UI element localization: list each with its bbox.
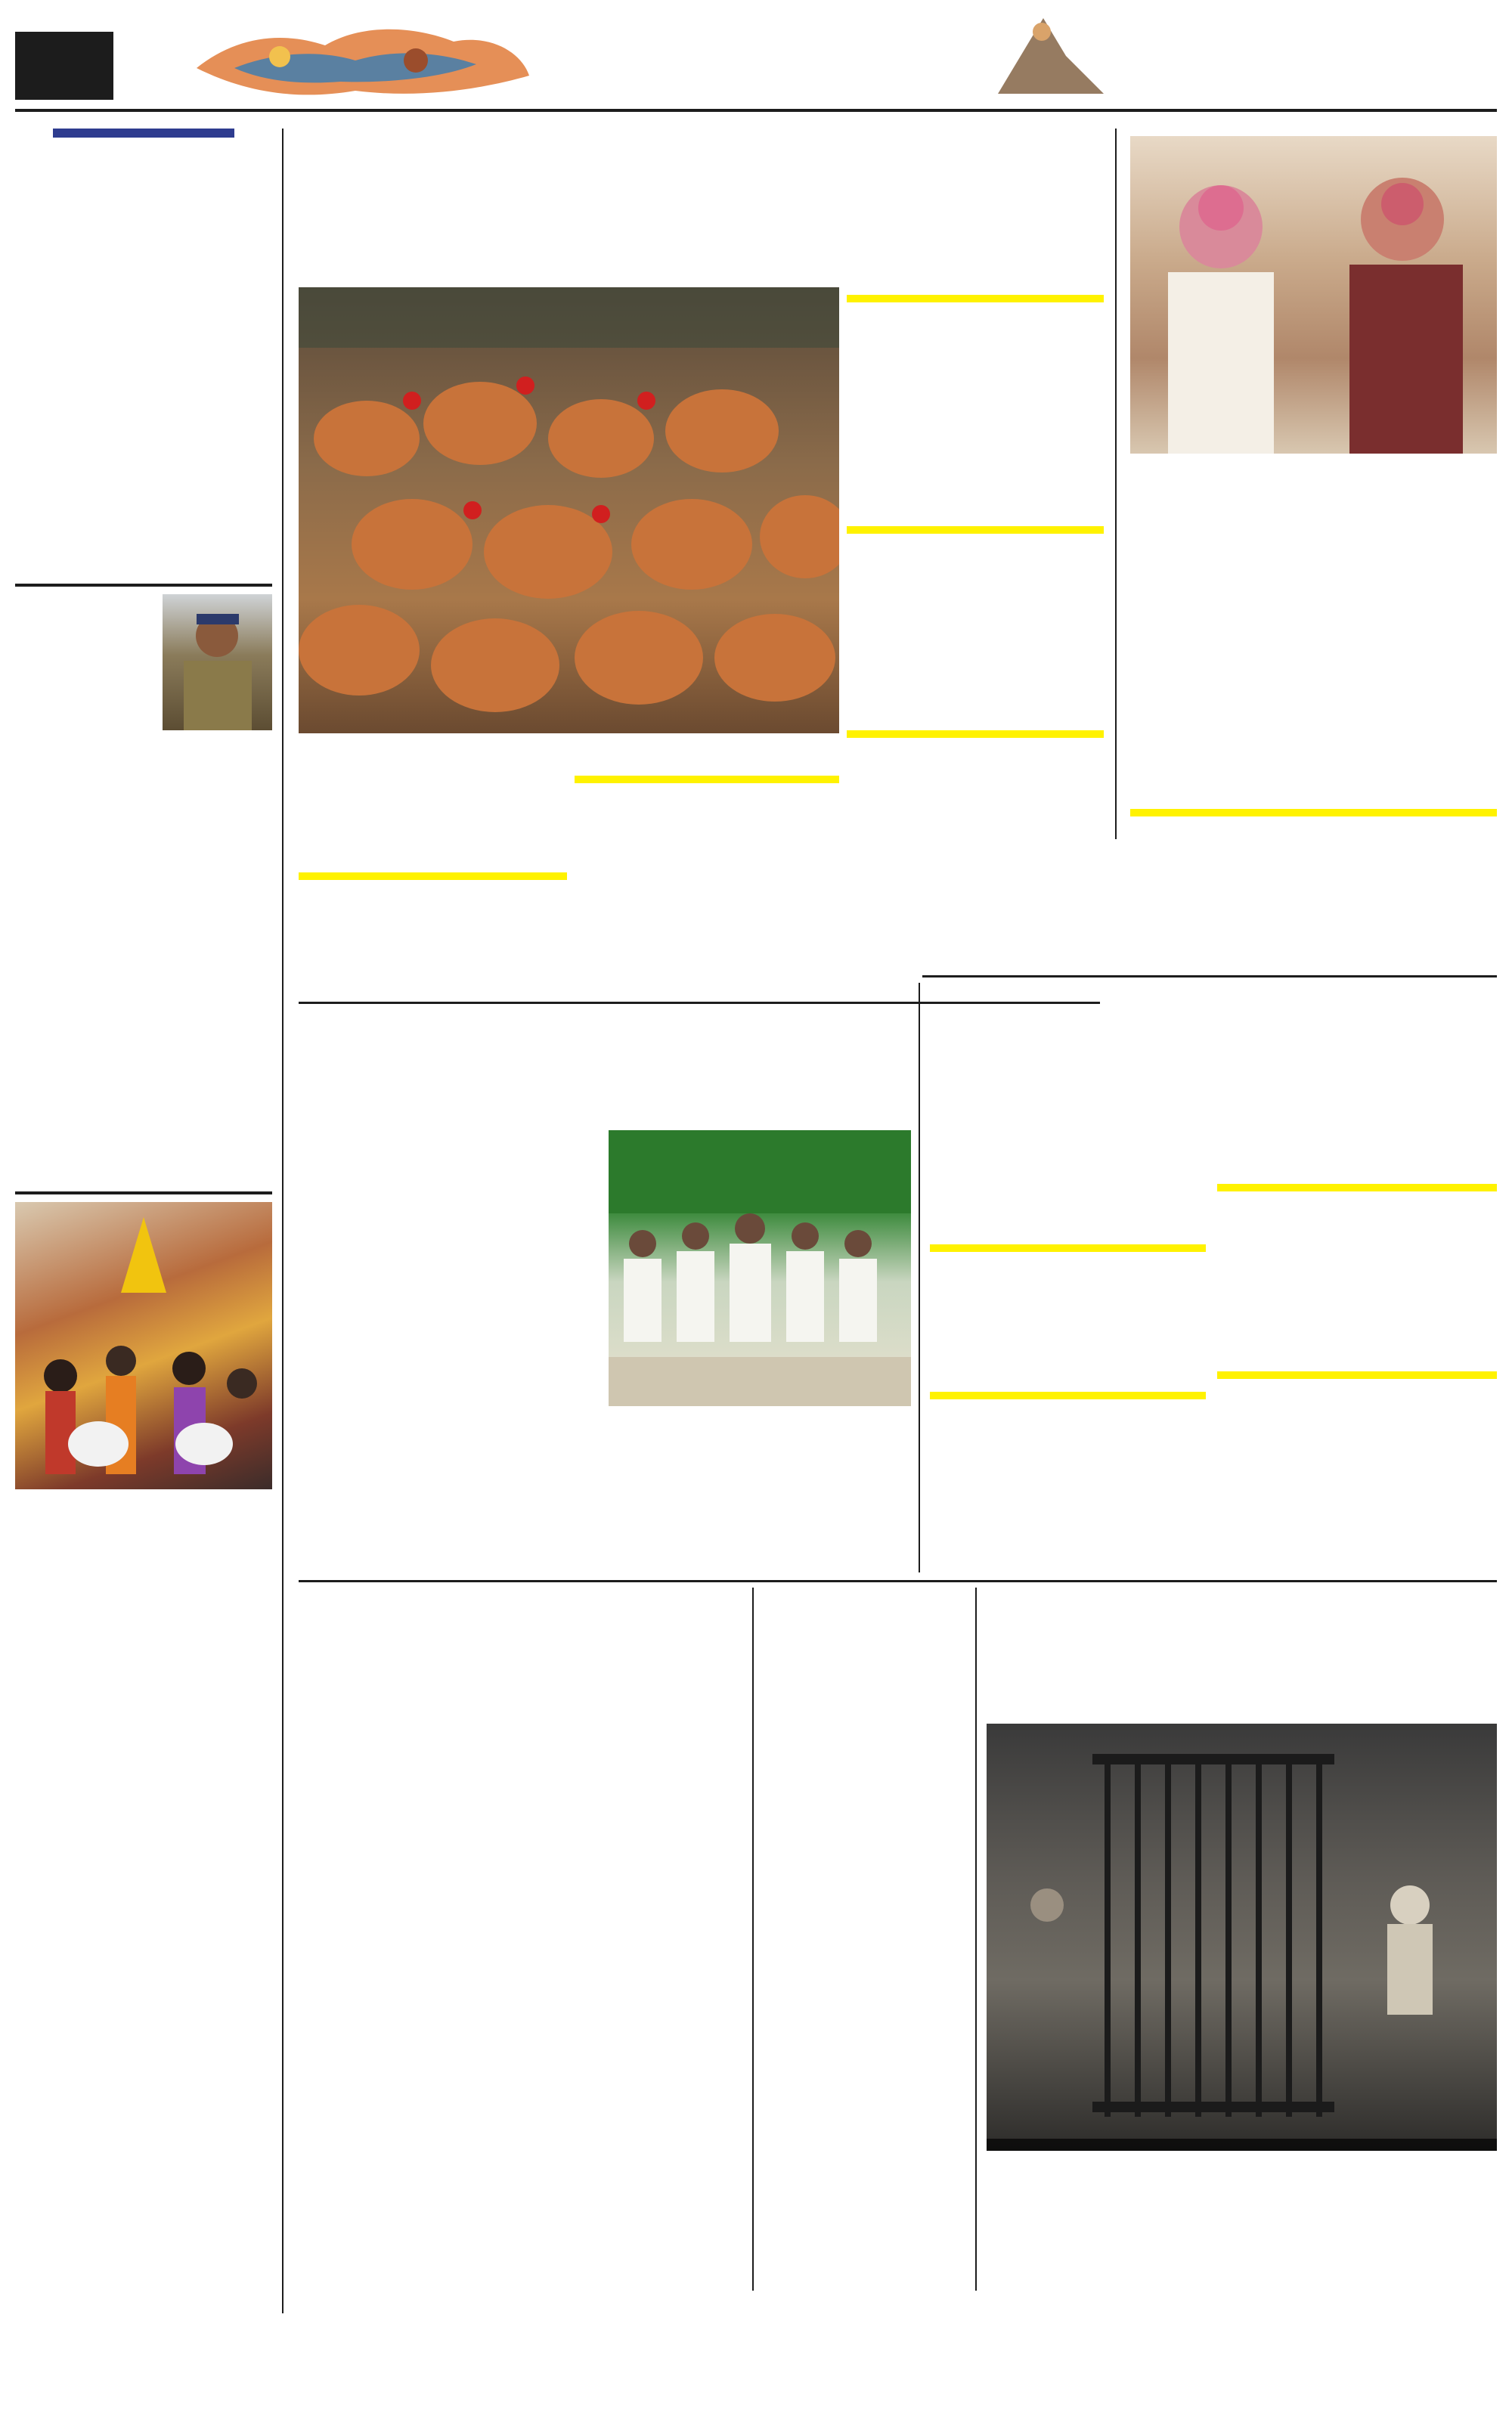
tejashwi-col1 [299, 1130, 601, 1576]
rape-col1b [299, 2026, 518, 2283]
congress-sub2 [930, 1387, 1206, 1404]
lead-sub-phone [299, 868, 567, 885]
congress-col1c [930, 1425, 1206, 1486]
lead-col3c [847, 765, 1104, 998]
rape-col2b [525, 2071, 745, 2283]
officer-photo [163, 594, 272, 730]
left-brief-column [15, 129, 272, 2396]
lead-sub-alert [847, 522, 1104, 538]
lead-headline [299, 135, 1100, 286]
section-title [665, 23, 832, 91]
rape-col1 [299, 1739, 518, 2026]
lead-col3b [847, 563, 1104, 726]
rape-headline [299, 1588, 745, 1731]
chain-headline [987, 1591, 1497, 1720]
congress-sub3 [1217, 1179, 1497, 1196]
congress-sub1 [930, 1240, 1206, 1256]
brief-thana-body1 [15, 594, 155, 738]
header-map-art [189, 15, 537, 103]
mokama-headline [1130, 463, 1497, 553]
congress-col2b [1217, 1219, 1497, 1370]
tejashwi-dharna-photo [609, 1130, 911, 1406]
paper-name [1270, 27, 1504, 65]
chickens-photo [299, 287, 839, 733]
brief-thana-body2 [15, 738, 272, 1184]
congress-headline [930, 984, 1497, 1090]
lead-sub-samples [575, 771, 839, 788]
header-right-art [953, 11, 1134, 106]
page-number [15, 32, 113, 100]
lead-sub-bhopal [847, 290, 1104, 307]
lead-col2b [575, 809, 839, 998]
issue-date [1225, 70, 1504, 94]
lead-sub-safety [847, 726, 1104, 742]
brief-tag [53, 129, 234, 138]
jail-headline [15, 2297, 930, 2335]
tejashwi-headline-text [299, 1013, 911, 1126]
congress-col2c [1217, 1406, 1497, 1557]
samastipur-body [760, 1829, 968, 2283]
congress-col1 [930, 1089, 1206, 1244]
samastipur-headline [760, 1589, 968, 1816]
congress-col1b [930, 1278, 1206, 1387]
congress-col2a [1217, 1089, 1497, 1179]
rape-col2 [525, 1739, 745, 2056]
lead-col1b [299, 907, 567, 998]
chain-body [987, 2155, 1497, 2283]
masthead [0, 0, 1512, 113]
lead-col3a [847, 333, 1104, 522]
khatu-procession-photo [15, 1202, 272, 1489]
mokama-body [1130, 559, 1497, 805]
brief-khatu-body [15, 1495, 272, 1919]
lead-col1 [299, 737, 567, 866]
brief-holi-body [15, 145, 272, 576]
chain-caption [987, 2139, 1497, 2151]
mokama-sub [1130, 804, 1497, 821]
cctv-gate-photo [987, 1724, 1497, 2151]
lead-col2a [575, 737, 839, 773]
mokama-body2 [1130, 842, 1497, 971]
mokama-holi-photo [1130, 136, 1497, 454]
congress-sub4 [1217, 1367, 1497, 1383]
tejashwi-col2 [609, 1410, 911, 1576]
